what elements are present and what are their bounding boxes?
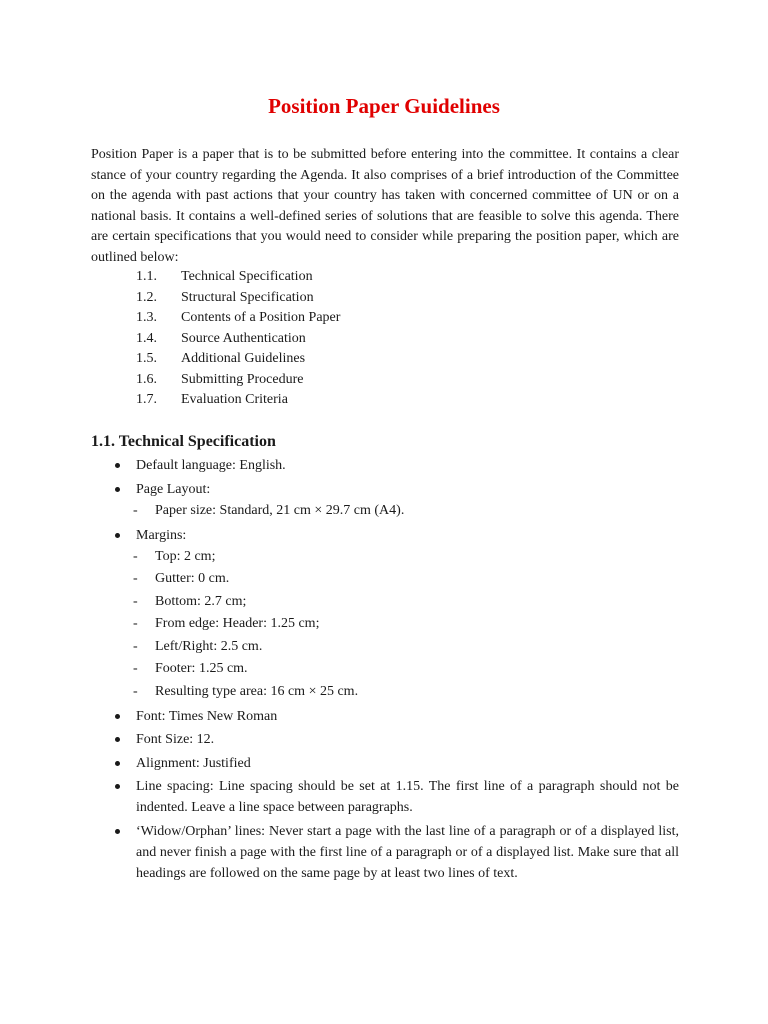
spec-text: Line spacing: Line spacing should be set at 1.15. The first line of a paragraph should not be indented. Leave a line space between paragraphs. bbox=[136, 779, 679, 815]
sub-item bbox=[133, 613, 679, 636]
spec-item-alignment bbox=[115, 753, 679, 774]
sub-list bbox=[133, 500, 679, 523]
toc-label: Structural Specification bbox=[181, 289, 314, 305]
spec-text: Margins: bbox=[136, 527, 187, 543]
spec-text: Font Size: 12. bbox=[136, 732, 215, 747]
page-title: Position Paper Guidelines bbox=[268, 94, 500, 118]
bullet-icon bbox=[115, 829, 120, 834]
toc-item bbox=[136, 288, 340, 309]
sub-item bbox=[133, 568, 679, 591]
spec-item-margins bbox=[115, 525, 679, 704]
sub-text: Gutter: 0 cm. bbox=[155, 571, 230, 586]
dash-marker: - bbox=[133, 616, 138, 631]
sub-list bbox=[133, 546, 679, 704]
sub-text: Footer: 1.25 cm. bbox=[155, 661, 248, 676]
dash-marker: - bbox=[133, 661, 138, 676]
intro-paragraph: Position Paper is a paper that is to be submitted before entering into the committee. It contains a clear stance of your country regarding the Agenda. It also comprises of a brief introduction of the Committee on the agenda with past actions that your country has taken with concerned committee of UN or on a national basis. It contains a well-defined series of solutions that are feasible to solve this agenda. There are certain specifications that you would need to consider while preparing the position paper, which are outlined below: bbox=[91, 147, 679, 265]
toc-number: 1.2. bbox=[136, 289, 157, 305]
toc-item bbox=[136, 370, 340, 391]
toc-label: Additional Guidelines bbox=[181, 351, 306, 366]
technical-spec-list bbox=[115, 455, 679, 884]
bullet-icon bbox=[115, 761, 120, 766]
toc-label: Technical Specification bbox=[181, 269, 313, 284]
toc-item bbox=[136, 329, 340, 350]
sub-text: Bottom: 2.7 cm; bbox=[155, 593, 247, 609]
sub-item bbox=[133, 546, 679, 569]
bullet-icon bbox=[115, 487, 120, 492]
section-heading: 1.1. Technical Specification bbox=[91, 433, 276, 450]
sub-item bbox=[133, 591, 679, 614]
bullet-icon bbox=[115, 463, 120, 468]
dash-marker: - bbox=[133, 502, 138, 518]
dash-marker: - bbox=[133, 683, 138, 699]
bullet-icon bbox=[115, 533, 120, 538]
toc-number: 1.5. bbox=[136, 351, 157, 366]
sub-text: Top: 2 cm; bbox=[155, 548, 216, 564]
toc-item bbox=[136, 349, 340, 370]
toc-label: Contents of a Position Paper bbox=[181, 310, 341, 325]
bullet-icon bbox=[115, 784, 120, 789]
toc-number: 1.7. bbox=[136, 392, 157, 407]
dash-marker: - bbox=[133, 571, 138, 586]
spec-text: Alignment: Justified bbox=[136, 755, 251, 771]
sub-text: Left/Right: 2.5 cm. bbox=[155, 638, 263, 654]
spec-text: Font: Times New Roman bbox=[136, 708, 278, 724]
spec-text: ‘Widow/Orphan’ lines: Never start a page with the last line of a paragraph or of a displayed list, and never finish a page with the first line of a paragraph or of a displayed list. Make sure that all headings are followed on the same page by at least two lines of text. bbox=[136, 823, 679, 881]
sub-item bbox=[133, 681, 679, 704]
spec-item-font-size bbox=[115, 729, 679, 750]
sub-item bbox=[133, 636, 679, 659]
toc-label: Evaluation Criteria bbox=[181, 392, 288, 407]
toc-item bbox=[136, 267, 340, 288]
toc-number: 1.3. bbox=[136, 310, 157, 325]
toc-label: Source Authentication bbox=[181, 330, 306, 346]
sub-text: Paper size: Standard, 21 cm × 29.7 cm (A4). bbox=[155, 502, 405, 518]
toc-number: 1.4. bbox=[136, 330, 157, 346]
bullet-icon bbox=[115, 737, 120, 742]
spec-item-page-layout bbox=[115, 479, 679, 523]
dash-marker: - bbox=[133, 638, 138, 654]
toc-label: Submitting Procedure bbox=[181, 371, 304, 387]
spec-item-language bbox=[115, 455, 679, 476]
spec-item-line-spacing bbox=[115, 776, 679, 818]
spec-text: Page Layout: bbox=[136, 481, 211, 497]
spec-item-font bbox=[115, 706, 679, 727]
table-of-contents bbox=[136, 267, 340, 411]
toc-number: 1.1. bbox=[136, 269, 157, 284]
dash-marker: - bbox=[133, 593, 138, 609]
sub-text: Resulting type area: 16 cm × 25 cm. bbox=[155, 683, 359, 699]
toc-item bbox=[136, 390, 340, 411]
sub-text: From edge: Header: 1.25 cm; bbox=[155, 616, 320, 631]
dash-marker: - bbox=[133, 548, 138, 564]
sub-item bbox=[133, 658, 679, 681]
toc-item bbox=[136, 308, 340, 329]
bullet-icon bbox=[115, 714, 120, 719]
spec-text: Default language: English. bbox=[136, 458, 286, 473]
toc-number: 1.6. bbox=[136, 371, 157, 387]
sub-item bbox=[133, 500, 679, 523]
spec-item-widow-orphan bbox=[115, 821, 679, 884]
